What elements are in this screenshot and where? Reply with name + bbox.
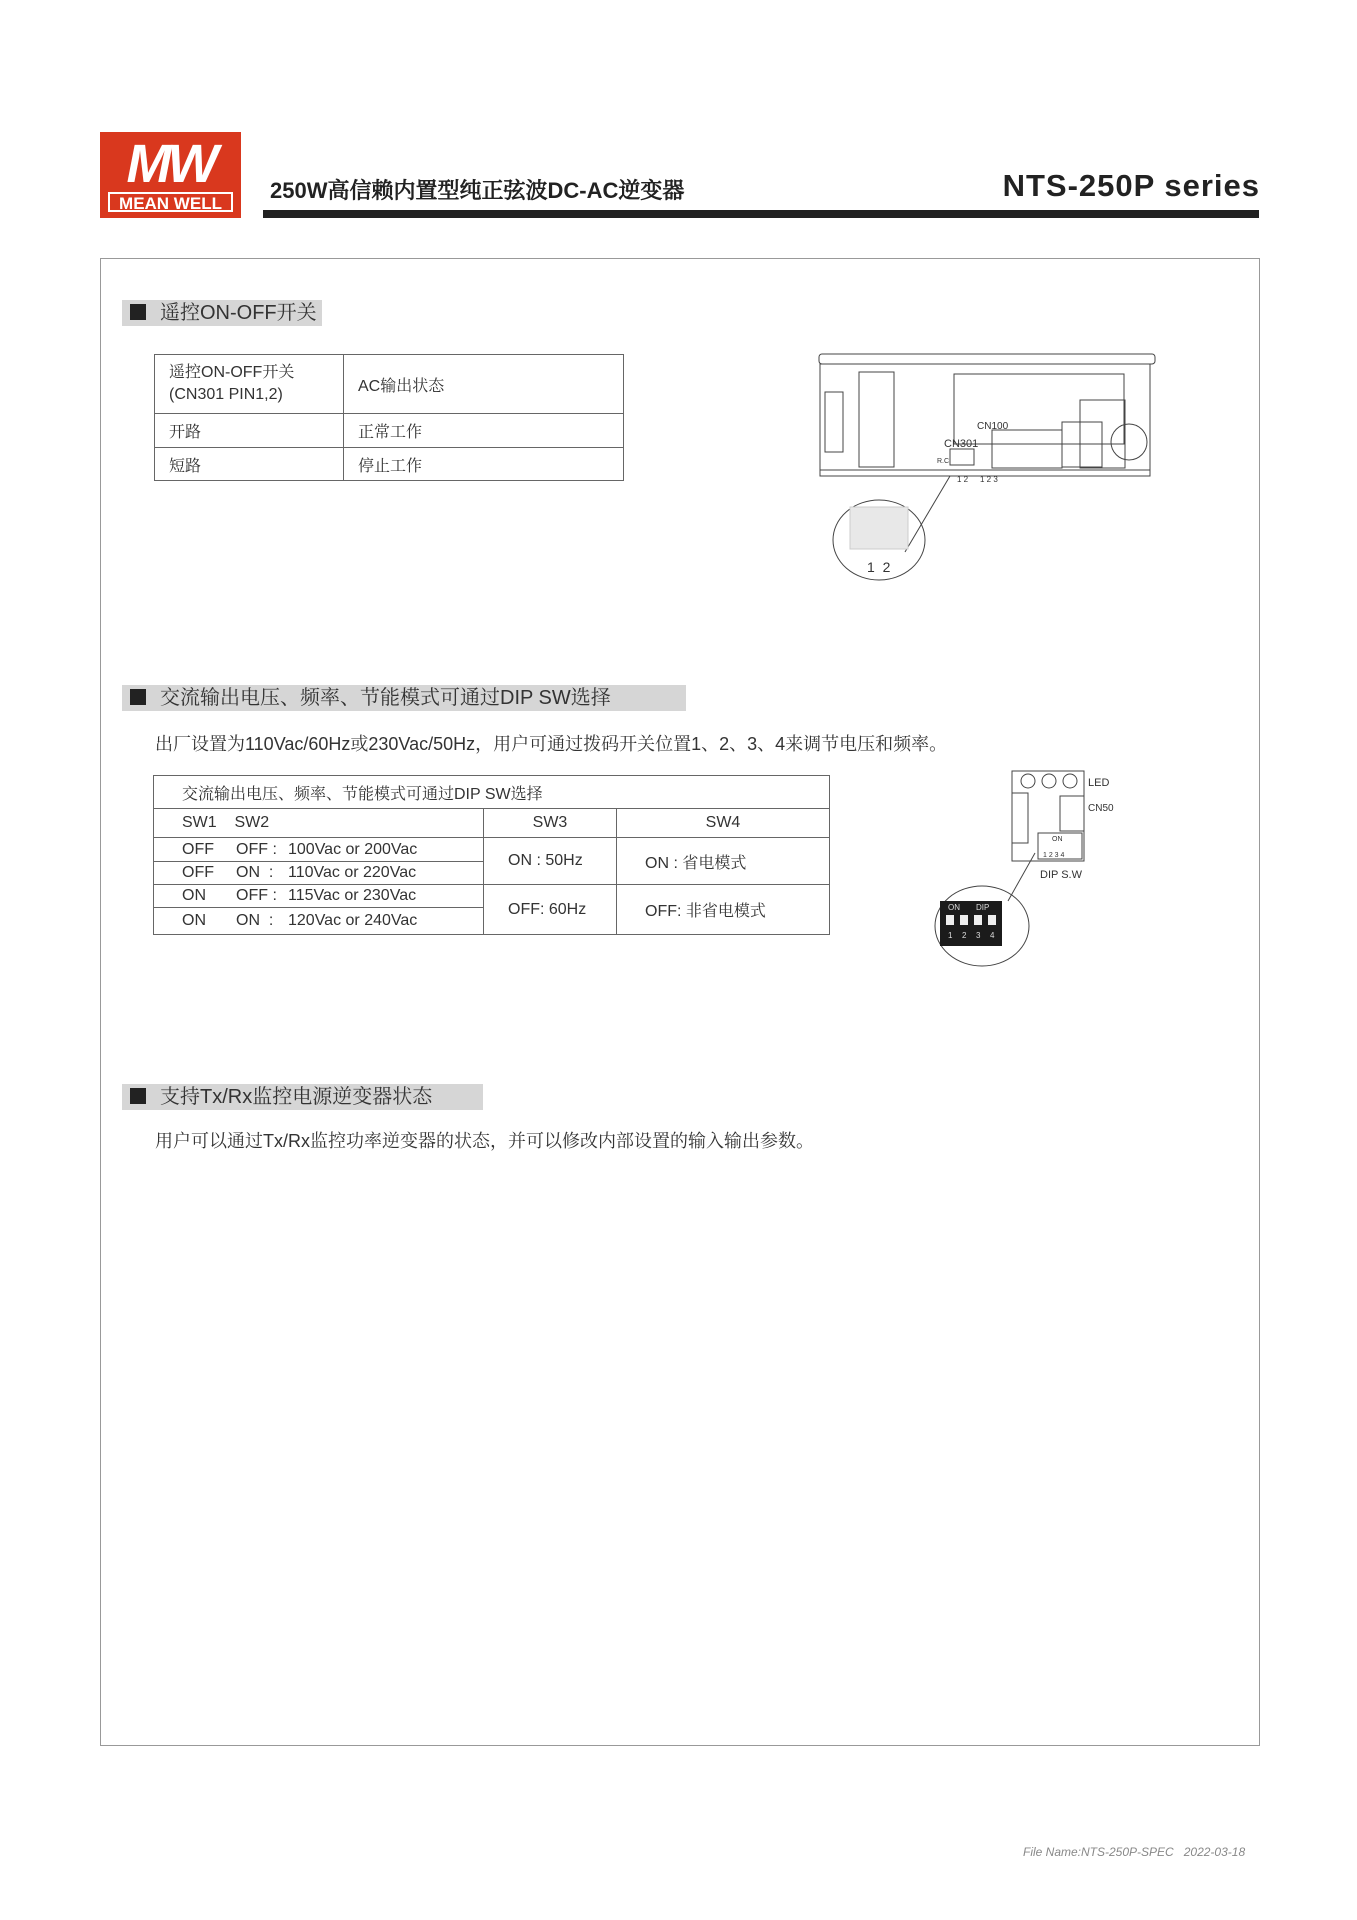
photo-num: 4 [990,931,995,940]
mean-well-logo [100,132,241,218]
sw2-value: OFF : [236,887,277,904]
connector-photo [850,507,908,549]
header-cell [155,355,344,414]
sw2-value: OFF : [236,840,277,858]
header-cell: SW3 [484,809,617,838]
header-cell: SW1 SW2 [154,809,484,838]
led-label: LED [1088,777,1110,789]
dip-sw-table [153,775,830,935]
sw3-cell: ON : 50Hz [484,838,617,885]
sw12-cell [154,885,484,908]
cn301-connector [950,449,974,465]
header-cell: AC输出状态 [344,355,624,414]
section-title: 支持Tx/Rx监控电源逆变器状态 [160,1086,433,1108]
inverter-board-diagram [817,352,1157,582]
photo-on-label: ON [948,903,960,912]
component [992,430,1062,468]
table-cell: 短路 [155,448,344,481]
bullet-square-icon [130,689,146,705]
callout-line [905,476,950,552]
sw12-cell [154,838,484,862]
bullet-square-icon [130,304,146,320]
table-caption: 交流输出电压、频率、节能模式可通过DIP SW选择 [154,776,830,809]
voltage-value: 120Vac or 240Vac [288,912,418,929]
table-caption-row [154,776,830,809]
section-heading-remote-onoff [122,300,322,326]
dip-toggle [946,915,954,925]
photo-dip-label: DIP [976,903,990,912]
section-heading-txrx [122,1084,483,1110]
section-title: 遥控ON-OFF开关 [160,302,317,324]
logo-brand: MEAN WELL [108,192,233,212]
voltage-value: 115Vac or 230Vac [288,887,417,904]
cn50-label: CN50 [1088,803,1114,814]
header-divider [263,210,1259,218]
sw12-cell [154,908,484,935]
led-icon [1021,774,1035,788]
table-row [154,885,830,908]
table-cell: 正常工作 [344,414,624,448]
header-cell: SW4 [617,809,830,838]
remote-onoff-table [154,354,624,481]
table-header-row [155,355,624,414]
sw4-cell: ON : 省电模式 [617,838,830,885]
photo-num: 2 [962,931,967,940]
heatsink [954,374,1124,444]
photo-num: 1 [948,931,953,940]
series-name: NTS-250P series [1002,168,1260,203]
dip-switch-diagram [900,768,1120,968]
table-row [154,838,830,862]
bullet-square-icon [130,1088,146,1104]
table-header-row [154,809,830,838]
capacitor [1111,424,1147,460]
logo-mark: MW [126,134,215,194]
sw4-cell: OFF: 非省电模式 [617,885,830,935]
header-line: (CN301 PIN1,2) [169,386,283,403]
board-outline [820,364,1150,470]
sw1-value: ON [182,887,206,904]
transformer [859,372,894,467]
footer-date: 2022-03-18 [1183,1845,1246,1859]
table-cell: 停止工作 [344,448,624,481]
sw1-value: ON [182,912,206,929]
dip-sw-label: DIP S.W [1040,869,1082,881]
on-label: ON [1052,836,1063,843]
component [825,392,843,452]
board-top-edge [819,354,1155,364]
dip-toggle [988,915,996,925]
connector [1012,793,1028,843]
cn100-label: CN100 [977,421,1009,432]
txrx-description: 用户可以通过Tx/Rx监控功率逆变器的状态，并可以修改内部设置的输入输出参数。 [155,1131,814,1151]
sw2-value: ON : [236,864,274,881]
sw12-cell [154,862,484,885]
sw1-value: OFF [182,840,214,858]
photo-num: 3 [976,931,981,940]
dip-toggle [960,915,968,925]
section-heading-dip-sw [122,685,686,711]
led-icon [1063,774,1077,788]
footer-file-name: File Name:NTS-250P-SPEC [1023,1845,1174,1859]
module-outline [1012,771,1084,861]
sw2-value: ON : [236,912,274,929]
sw3-cell: OFF: 60Hz [484,885,617,935]
dip-numbers: 1 2 3 4 [1043,852,1065,859]
dip-toggle [974,915,982,925]
rc-label: R.C [937,458,950,465]
cn301-label: CN301 [944,438,979,450]
pin-label: 1 2 3 [980,475,998,484]
voltage-value: 110Vac or 220Vac [288,864,417,881]
section-title: 交流输出电压、频率、节能模式可通过DIP SW选择 [160,687,611,709]
sw1-value: OFF [182,864,214,881]
cn50-connector [1060,796,1084,831]
table-row [155,414,624,448]
table-cell: 开路 [155,414,344,448]
table-row [155,448,624,481]
footer [1023,1845,1245,1859]
zoom-pin-label: 1 2 [867,559,891,575]
led-icon [1042,774,1056,788]
pin-label: 1 2 [957,475,969,484]
dip-sw-description: 出厂设置为110Vac/60Hz或230Vac/50Hz，用户可通过拨码开关位置1、2、3、4来调节电压和频率。 [155,734,948,754]
header-line: 遥控ON-OFF开关 [169,364,295,381]
voltage-value: 100Vac or 200Vac [288,840,418,858]
document-title: 250W高信赖内置型纯正弦波DC-AC逆变器 [270,178,685,203]
